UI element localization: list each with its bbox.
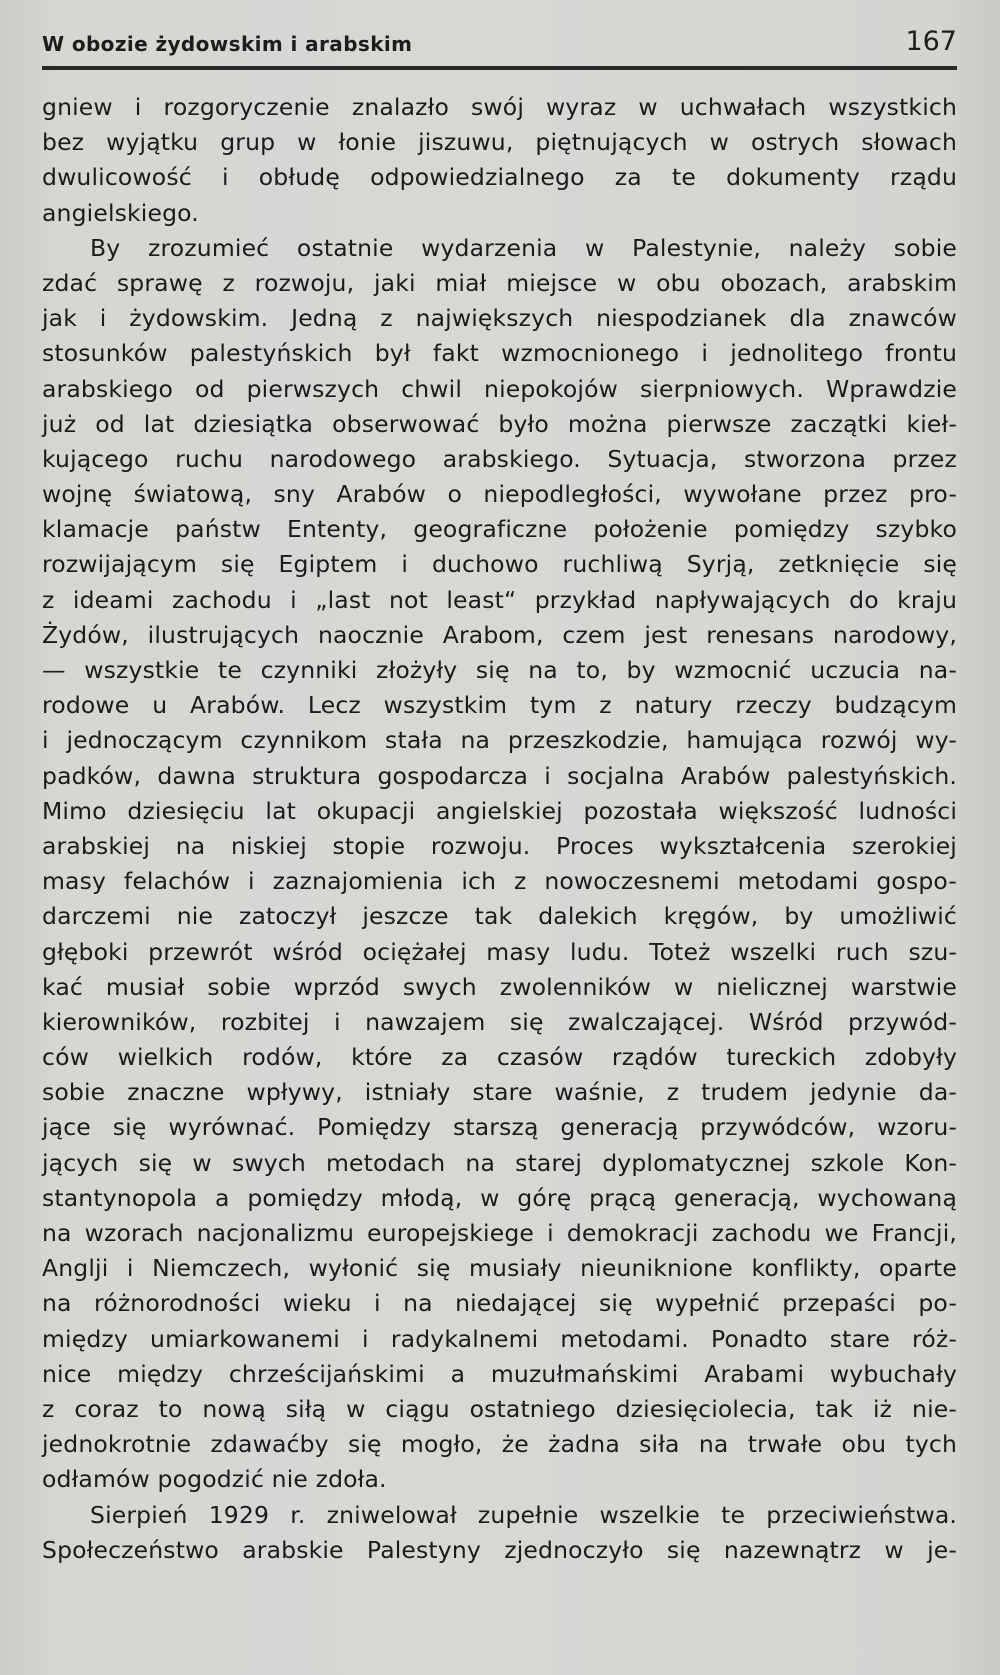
text-line: kać musiał sobie wprzód swych zwolenników w nielicznej warstwie — [42, 972, 957, 1001]
header-rule — [42, 66, 957, 70]
text-line: głęboki przewrót wśród ociężałej masy ludu. Toteż wszelki ruch szu- — [42, 937, 957, 966]
text-line: ców wielkich rodów, które za czasów rządów tureckich zdobyły — [42, 1043, 957, 1072]
text-line: — wszystkie te czynniki złożyły się na to, by wzmocnić uczucia na- — [42, 656, 957, 684]
text-line: i jednoczącym czynnikom stała na przeszkodzie, hamująca rozwój wy- — [42, 726, 957, 755]
text-line: Anglji i Niemczech, wyłonić się musiały nieuniknione konflikty, oparte — [42, 1254, 957, 1283]
text-line: kierowników, rozbitej i nawzajem się zwalczającej. Wśród przywód- — [42, 1007, 957, 1036]
text-line: masy felachów i zaznajomienia ich z nowoczesnemi metodami gospo- — [42, 867, 957, 896]
text-line: nice między chrześcijańskimi a muzułmańskimi Arabami wybuchały — [42, 1359, 957, 1388]
text-line: bez wyjątku grup w łonie jiszuwu, piętnujących w ostrych słowach — [42, 128, 957, 157]
text-line: jednokrotnie zdawaćby się mogło, że żadna siła na trwałe obu tych — [42, 1430, 957, 1459]
text-line: arabskiego od pierwszych chwil niepokojów sierpniowych. Wprawdzie — [42, 374, 957, 403]
text-line: stantynopola a pomiędzy młodą, w górę prącą generacją, wychowaną — [42, 1183, 957, 1212]
text-line: rozwijającym się Egiptem i duchowo ruchliwą Syrją, zetknięcie się — [42, 550, 957, 579]
page-header — [42, 24, 957, 64]
text-line: z ideami zachodu i „last not least“ przykład napływających do kraju — [42, 585, 957, 614]
text-line: już od lat dziesiątka obserwować było można pierwsze zaczątki kieł- — [42, 409, 957, 438]
text-line: darczemi nie zatoczył jeszcze tak dalekich kręgów, by umożliwić — [42, 902, 957, 931]
text-line: jące się wyrównać. Pomiędzy starszą generacją przywódców, wzoru- — [42, 1113, 957, 1142]
text-line: Sierpień 1929 r. zniwelował zupełnie wszelkie te przeciwieństwa. — [90, 1500, 957, 1529]
text-line: padków, dawna struktura gospodarcza i socjalna Arabów palestyńskich. — [42, 761, 957, 790]
text-line: między umiarkowanemi i radykalnemi metodami. Ponadto stare róż- — [42, 1324, 957, 1353]
text-line: arabskiej na niskiej stopie rozwoju. Proces wykształcenia szerokiej — [42, 831, 957, 860]
body-text — [42, 90, 957, 1568]
text-line: odłamów pogodzić nie zdoła. — [42, 1465, 387, 1494]
text-line: Społeczeństwo arabskie Palestyny zjednoczyło się nazewnątrz w je- — [42, 1535, 957, 1564]
text-line: Mimo dziesięciu lat okupacji angielskiej pozostała większość ludności — [42, 796, 957, 825]
text-line: klamacje państw Ententy, geograficzne położenie pomiędzy szybko — [42, 515, 957, 544]
text-line: Żydów, ilustrujących naocznie Arabom, czem jest renesans narodowy, — [42, 620, 957, 649]
text-line: kującego ruchu narodowego arabskiego. Sytuacja, stworzona przez — [42, 444, 957, 473]
text-line: na różnorodności wieku i na niedającej się wypełnić przepaści po- — [42, 1289, 957, 1318]
text-line: wojnę światową, sny Arabów o niepodległości, wywołane przez pro- — [42, 480, 957, 509]
text-line: z coraz to nową siłą w ciągu ostatniego dziesięciolecia, tak iż nie- — [42, 1394, 957, 1423]
text-line: angielskiego. — [42, 198, 199, 227]
text-line: jących się w swych metodach na starej dyplomatycznej szkole Kon- — [42, 1148, 957, 1177]
text-line: By zrozumieć ostatnie wydarzenia w Palestynie, należy sobie — [90, 233, 957, 262]
text-line: gniew i rozgoryczenie znalazło swój wyraz w uchwałach wszystkich — [42, 93, 957, 121]
text-line: jak i żydowskim. Jedną z największych niespodzianek dla znawców — [42, 304, 957, 333]
text-line: sobie znaczne wpływy, istniały stare waśnie, z trudem jedynie da- — [42, 1078, 957, 1107]
text-line: dwulicowość i obłudę odpowiedzialnego za te dokumenty rządu — [42, 163, 957, 192]
running-head: W obozie żydowskim i arabskim — [42, 32, 413, 56]
text-line: rodowe u Arabów. Lecz wszystkim tym z natury rzeczy budzącym — [42, 691, 957, 720]
text-line: na wzorach nacjonalizmu europejskiege i demokracji zachodu we Francji, — [42, 1219, 957, 1247]
text-line: zdać sprawę z rozwoju, jaki miał miejsce w obu obozach, arabskim — [42, 268, 957, 297]
page-number: 167 — [905, 26, 957, 57]
text-line: stosunków palestyńskich był fakt wzmocnionego i jednolitego frontu — [42, 339, 957, 368]
